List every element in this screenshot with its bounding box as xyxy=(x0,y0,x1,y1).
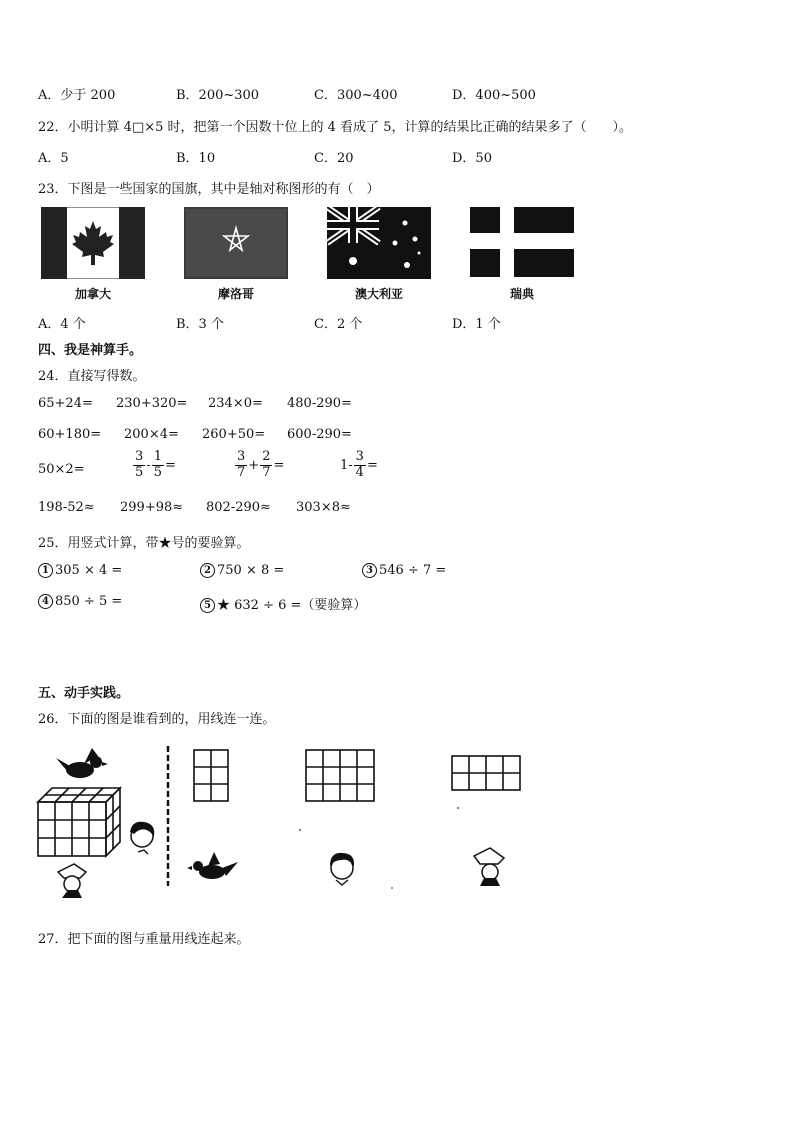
q23-option-c: C．2 个 xyxy=(314,317,363,332)
sweden-flag xyxy=(470,207,574,277)
q24-r4-item: 198-52≈ xyxy=(38,500,95,515)
q27-question: 27．把下面的图与重量用线连起来。 xyxy=(38,932,250,947)
section-5-heading: 五、动手实践。 xyxy=(38,686,130,701)
boy-face-icon xyxy=(330,853,354,885)
fraction-numerator: 2 xyxy=(262,449,271,464)
q23-question: 23．下图是一些国家的国旗，其中是轴对称图形的有（ ） xyxy=(38,182,380,197)
child-hat-icon xyxy=(474,848,504,886)
q25-question: 25．用竖式计算，带★号的要验算。 xyxy=(38,536,250,551)
flag-label-australia: 澳大利亚 xyxy=(354,287,403,301)
q24-r4-item: 802-290≈ xyxy=(206,500,271,515)
q22-option-c: C．20 xyxy=(314,151,354,166)
q23-option-d: D．1 个 xyxy=(452,317,501,332)
q24-r1-item: 234×0= xyxy=(208,396,263,411)
flag-label-sweden: 瑞典 xyxy=(509,287,534,301)
cuboid-figure xyxy=(38,788,120,856)
q24-r2-item: 260+50= xyxy=(202,427,266,442)
q24-r4-item: 303×8≈ xyxy=(296,500,351,515)
fraction-numerator: 3 xyxy=(135,449,144,464)
q24-r2-item: 200×4= xyxy=(124,427,179,442)
q24-r2-item: 600-290= xyxy=(287,427,352,442)
q24-fraction-expr-2 xyxy=(234,450,284,481)
q24-r1-item: 480-290= xyxy=(287,396,352,411)
q24-r4-item: 299+98≈ xyxy=(120,500,184,515)
q25-item-1 xyxy=(38,563,122,578)
expression: 546 ÷ 7 = xyxy=(379,563,447,578)
circled-number: 4 xyxy=(38,594,53,609)
q24-fraction-expr-1 xyxy=(132,450,176,481)
prefix: 1- xyxy=(340,457,353,473)
q25-item-4 xyxy=(38,594,122,609)
equals: = xyxy=(366,457,378,473)
q21-option-c: C．300~400 xyxy=(314,88,398,103)
morocco-flag xyxy=(184,207,288,279)
expression: ★ 632 ÷ 6 =（要验算） xyxy=(217,598,367,613)
section-4-heading: 四、我是神算手。 xyxy=(38,343,143,358)
q24-r1-item: 230+320= xyxy=(116,396,188,411)
q24-r2-item: 60+180= xyxy=(38,427,102,442)
equals: = xyxy=(273,457,285,473)
fraction-numerator: 3 xyxy=(237,449,246,464)
equals: = xyxy=(164,457,176,473)
q23-option-b: B．3 个 xyxy=(176,317,224,332)
q21-option-b: B．200~300 xyxy=(176,88,260,103)
flag-label-morocco: 摩洛哥 xyxy=(217,287,254,301)
fraction-numerator: 1 xyxy=(153,449,162,464)
fraction-denominator: 4 xyxy=(355,464,364,480)
operator: - xyxy=(146,457,151,473)
boy-face-icon xyxy=(130,822,154,854)
bird-icon xyxy=(187,852,238,879)
fraction-denominator: 5 xyxy=(135,464,144,480)
view-grid-2 xyxy=(306,750,374,801)
bird-icon xyxy=(56,748,108,778)
australia-flag xyxy=(327,207,431,279)
q24-r3-item: 50×2= xyxy=(38,462,85,477)
q26-question: 26．下面的图是谁看到的，用线连一连。 xyxy=(38,712,276,727)
circled-number: 2 xyxy=(200,563,215,578)
expression: 305 × 4 = xyxy=(55,563,123,578)
fraction-denominator: 7 xyxy=(262,464,271,480)
q24-r1-item: 65+24= xyxy=(38,396,93,411)
fraction-denominator: 5 xyxy=(153,464,162,480)
fraction-denominator: 7 xyxy=(237,464,246,480)
q22-option-a: A．5 xyxy=(38,151,69,166)
q25-item-3 xyxy=(362,563,446,578)
expression: 750 × 8 = xyxy=(217,563,285,578)
q24-question: 24．直接写得数。 xyxy=(38,369,146,384)
q24-fraction-expr-3 xyxy=(340,450,378,481)
q22-option-d: D．50 xyxy=(452,151,492,166)
flag-label-canada: 加拿大 xyxy=(74,287,111,301)
circled-number: 3 xyxy=(362,563,377,578)
union-jack-icon xyxy=(327,207,379,243)
expression: 850 ÷ 5 = xyxy=(55,594,123,609)
circled-number: 1 xyxy=(38,563,53,578)
fraction-numerator: 3 xyxy=(355,449,364,464)
q22-option-b: B．10 xyxy=(176,151,216,166)
operator: + xyxy=(248,457,260,473)
q23-option-a: A．4 个 xyxy=(38,317,86,332)
q22-question: 22．小明计算 4□×5 时，把第一个因数十位上的 4 看成了 5，计算的结果比正确的结果多了（ ）。 xyxy=(38,120,632,135)
child-hat-icon xyxy=(58,864,86,898)
q25-item-5 xyxy=(200,594,366,613)
canada-flag xyxy=(41,207,145,279)
q25-item-2 xyxy=(200,563,284,578)
view-grid-1 xyxy=(194,750,228,801)
q26-figure xyxy=(34,740,534,900)
q21-option-a: A．少于 200 xyxy=(38,88,116,103)
circled-number: 5 xyxy=(200,598,215,613)
q21-option-d: D．400~500 xyxy=(452,88,536,103)
view-grid-3 xyxy=(452,756,520,790)
